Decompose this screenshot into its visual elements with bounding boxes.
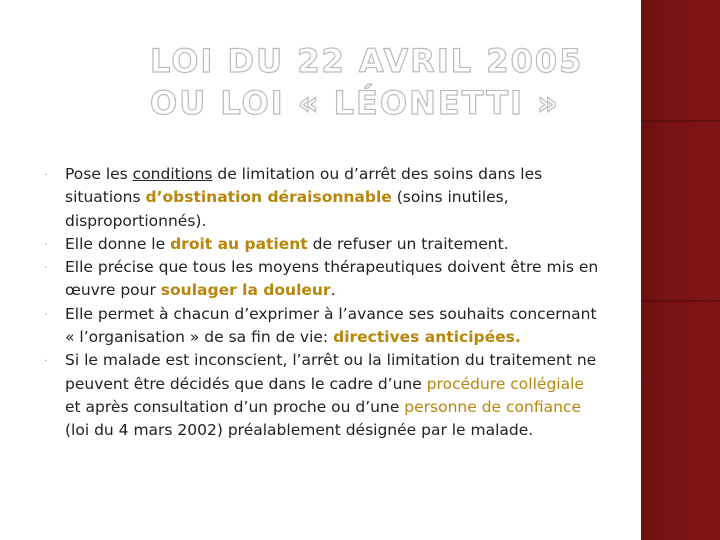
bullet-text: Si le malade est inconscient, l’arrêt ou la limitation du traitement ne peuvent être décidés que dans le cadre d’une xyxy=(65,351,597,393)
slide-title xyxy=(150,40,584,124)
title-line-1: LOI DU 22 AVRIL 2005 xyxy=(150,42,584,80)
bullet-text: et après consultation d’un proche ou d’une xyxy=(65,397,405,416)
bullet-text: (loi du 4 mars 2002) préalablement désignée par le malade. xyxy=(65,421,534,440)
bullet-list xyxy=(44,163,604,443)
panel-stripe xyxy=(641,120,720,122)
highlighted-term: soulager la douleur xyxy=(160,281,331,300)
bullet-text: Pose les xyxy=(65,165,133,183)
bullet-text: Elle précise que tous les moyens thérapeutiques doivent être mis en œuvre pour xyxy=(65,258,599,300)
bullet-dot-icon: · xyxy=(44,354,48,368)
highlighted-term: directives anticipées. xyxy=(333,328,521,347)
bullet-item xyxy=(44,233,604,256)
bullet-item xyxy=(44,163,604,233)
highlighted-term: droit au patient xyxy=(170,234,308,253)
title-line-2: OU LOI « LÉONETTI » xyxy=(150,84,560,122)
bullet-item xyxy=(44,303,604,350)
highlighted-term: procédure collégiale xyxy=(426,374,584,393)
highlighted-term: d’obstination déraisonnable xyxy=(145,188,392,207)
bullet-text: (soins inutiles, disproportionnés). xyxy=(65,188,509,230)
bullet-item xyxy=(44,256,604,303)
bullet-dot-icon: · xyxy=(44,261,48,275)
bullet-dot-icon: · xyxy=(44,307,48,321)
bullet-item xyxy=(44,349,604,442)
panel-stripe xyxy=(641,300,720,302)
bullet-text: Elle permet à chacun d’exprimer à l’avance ses souhaits concernant « l’organisation » de sa fin de vie: xyxy=(65,304,597,347)
bullet-dot-icon: · xyxy=(44,168,48,181)
highlighted-term: personne de confiance xyxy=(404,397,581,416)
side-panel xyxy=(641,0,720,540)
bullet-text: de refuser un traitement. xyxy=(307,234,509,253)
bullet-text: . xyxy=(330,281,336,300)
bullet-text: Elle donne le xyxy=(65,234,171,253)
bullet-dot-icon: · xyxy=(44,237,48,251)
bullet-text: de limitation ou d’arrêt des soins dans les situations xyxy=(65,165,543,207)
underlined-term: conditions xyxy=(132,165,213,183)
